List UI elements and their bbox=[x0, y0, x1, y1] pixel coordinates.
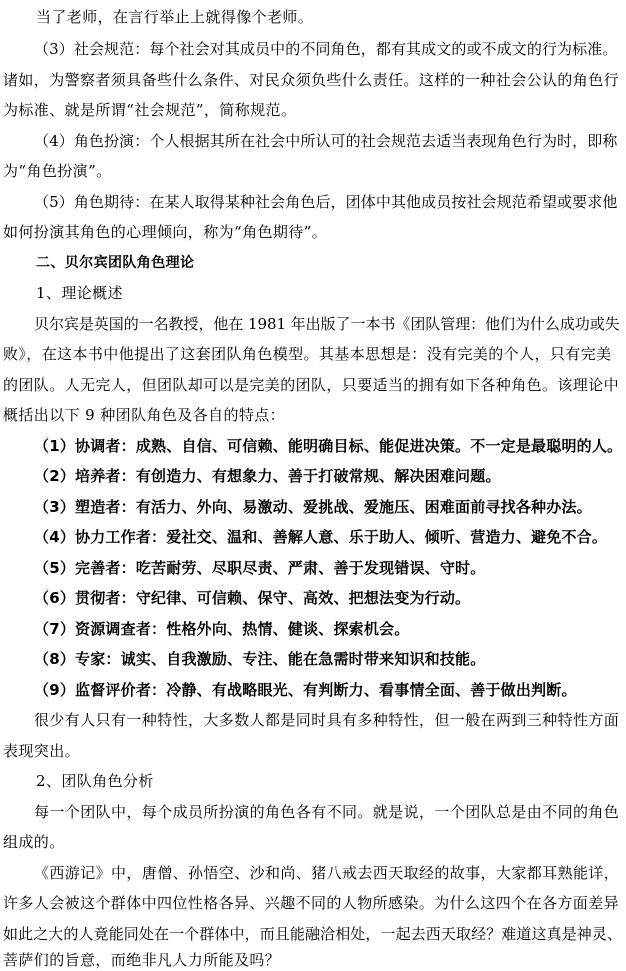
paragraph-line: 菩萨们的旨意，而绝非凡人力所能及吗？ bbox=[3, 951, 281, 969]
role-item: （3）塑造者：有活力、外向、易激动、爱挑战、爱施压、困难面前寻找各种办法。 bbox=[34, 498, 592, 516]
role-item: （1）协调者：成熟、自信、可信赖、能明确目标、能促进决策。不一定是最聪明的人。 bbox=[34, 437, 623, 455]
paragraph-line: 败》，在这本书中他提出了这套团队角色模型。其基本思想是：没有完美的个人，只有完美 bbox=[3, 345, 612, 363]
role-item: （5）完善者：吃苦耐劳、尽职尽责、严肃、善于发现错误、守时。 bbox=[34, 559, 486, 577]
paragraph-line: 的团队。人无完人，但团队却可以是完美的团队，只要适当的拥有如下各种角色。该理论中 bbox=[3, 376, 620, 394]
paragraph-line: 《西游记》中，唐僧、孙悟空、沙和尚、猪八戒去西天取经的故事，大家都耳熟能详， bbox=[34, 864, 620, 882]
section-heading: 二、贝尔宾团队角色理论 bbox=[36, 255, 195, 271]
role-item: （7）资源调查者：性格外向、热情、健谈、探索机会。 bbox=[34, 620, 410, 638]
role-item: （4）协力工作者：爱社交、温和、善解人意、乐于助人、倾听、营造力、避免不合。 bbox=[34, 528, 608, 546]
paragraph-line: 组成的。 bbox=[3, 833, 65, 851]
role-item: （8）专家：诚实、自我激励、专注、能在急需时带来知识和技能。 bbox=[34, 650, 486, 668]
paragraph-line: （3）社会规范：每个社会对其成员中的不同角色，都有其成文的或不成文的行为标准。 bbox=[34, 40, 618, 58]
paragraph-line: 许多人会被这个群体中四位性格各异、兴趣不同的人物所感染。为什么这四个在各方面差异 bbox=[3, 894, 620, 912]
subsection-heading: 2、团队角色分析 bbox=[36, 772, 154, 790]
paragraph-line: 当了老师，在言行举止上就得像个老师。 bbox=[36, 8, 314, 26]
paragraph-line: 贝尔宾是英国的一名教授，他在 1981 年出版了一本书《团队管理：他们为什么成功或失 bbox=[34, 315, 620, 333]
paragraph-line: 概括出以下 9 种团队角色及各自的特点： bbox=[3, 406, 286, 424]
paragraph-line: 每一个团队中，每个成员所扮演的角色各有不同。就是说，一个团队总是由不同的角色 bbox=[34, 803, 620, 821]
paragraph-line: （5）角色期待：在某人取得某种社会角色后，团体中其他成员按社会规范希望或要求他 bbox=[34, 193, 618, 211]
paragraph-line: （4）角色扮演：个人根据其所在社会中所认可的社会规范去适当表现角色行为时，即称 bbox=[34, 132, 618, 150]
role-item: （6）贯彻者：守纪律、可信赖、保守、高效、把想法变为行动。 bbox=[34, 589, 471, 607]
role-item: （2）培养者：有创造力、有想象力、善于打破常规、解决困难问题。 bbox=[34, 467, 501, 485]
paragraph-line: 诸如，为警察者须具备些什么条件、对民众须负些什么责任。这样的一种社会公认的角色行 bbox=[3, 71, 620, 89]
paragraph-line: 为标准、就是所谓“社会规范”，简称规范。 bbox=[3, 101, 297, 119]
paragraph-line: 很少有人只有一种特性，大多数人都是同时具有多种特性，但一般在两到三种特性方面 bbox=[34, 711, 620, 729]
paragraph-line: 如此之大的人竟能同处在一个群体中，而且能融洽相处，一起去西天取经？难道这真是神灵、 bbox=[3, 925, 623, 943]
paragraph-line: 表现突出。 bbox=[3, 742, 81, 760]
paragraph-line: 为“角色扮演”。 bbox=[3, 162, 112, 180]
subsection-heading: 1、理论概述 bbox=[36, 284, 123, 302]
role-item: （9）监督评价者：冷静、有战略眼光、有判断力、看事情全面、善于做出判断。 bbox=[34, 681, 577, 699]
paragraph-line: 如何扮演其角色的心理倾向，称为“角色期待”。 bbox=[3, 223, 328, 241]
